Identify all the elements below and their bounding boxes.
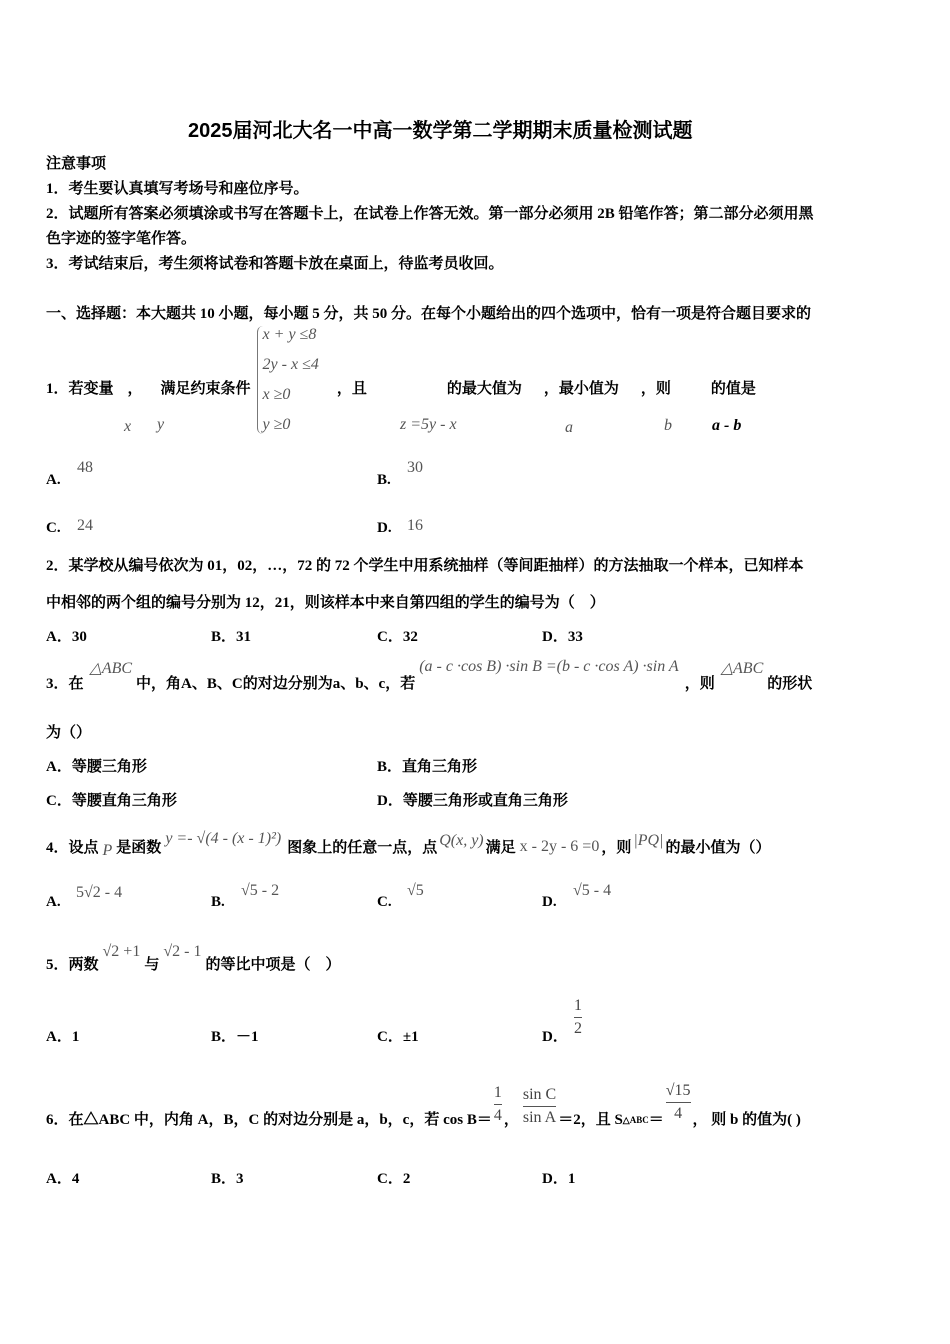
- var-x: x: [124, 418, 132, 435]
- section-heading: 一、选择题：本大题共 10 小题，每小题 5 分，共 50 分。在每个小题给出的四个选项中，恰有一项是符合题目要求的: [46, 306, 812, 322]
- fraction-one-half: [574, 997, 582, 1038]
- option-label: B.: [211, 894, 225, 910]
- constraint: y ≥0: [262, 416, 291, 433]
- q4-text: ，则: [601, 840, 632, 856]
- number-2: √2 - 1: [163, 943, 202, 960]
- q3-text: 的形状: [767, 676, 813, 692]
- q5-text: 与: [144, 957, 160, 973]
- option: C．等腰直角三角形: [46, 793, 177, 809]
- q6-row: [46, 1082, 801, 1129]
- option: A．30: [46, 629, 87, 645]
- q3-text: 3．在: [46, 676, 84, 692]
- option-value: 48: [77, 459, 93, 476]
- option: B．31: [211, 629, 252, 645]
- var-a: a: [565, 419, 573, 436]
- notice-item: 3．考试结束后，考生须将试卷和答题卡放在桌面上，待监考员收回。: [46, 256, 504, 272]
- option: C．32: [377, 629, 418, 645]
- subscript: △ABC: [622, 1115, 649, 1125]
- triangle-abc: △ABC: [89, 660, 133, 677]
- option: B．3: [211, 1171, 244, 1187]
- q6-text: ， 则 b 的值为( ): [692, 1112, 801, 1128]
- q4-row: [46, 830, 770, 860]
- q4-text: 是函数: [116, 840, 162, 856]
- option: D．33: [542, 629, 583, 645]
- numerator: √15: [665, 1082, 691, 1099]
- option-value: √5: [407, 882, 424, 899]
- q6-text: 6．在△ABC 中，内角 A，B，C 的对边分别是 a，b，c，若 cos B＝: [46, 1112, 492, 1128]
- denominator: 2: [574, 1020, 582, 1037]
- q5-text: 的等比中项是（ ）: [205, 957, 341, 973]
- numerator: sin C: [522, 1086, 557, 1103]
- option-label: D.: [377, 520, 392, 536]
- option: A．1: [46, 1029, 80, 1045]
- q6-text: ，: [503, 1112, 519, 1128]
- q1-text: ，且: [336, 381, 367, 397]
- q3-text: 中，角A、B、C的对边分别为a、b、c，若: [136, 676, 416, 692]
- option-value: 24: [77, 517, 93, 534]
- option: A．等腰三角形: [46, 759, 147, 775]
- line-equation: x - 2y - 6 =0: [519, 838, 600, 855]
- q4-text: 图象上的任意一点，点: [287, 840, 438, 856]
- option: A．4: [46, 1171, 80, 1187]
- option-value: 30: [407, 459, 423, 476]
- option-value: √5 - 4: [573, 882, 612, 899]
- denominator: 4: [674, 1105, 683, 1122]
- constraint: x + y ≤8: [262, 326, 317, 343]
- page-title: 2025届河北大名一中高一数学第二学期期末质量检测试题: [188, 120, 693, 142]
- var-b: b: [664, 417, 672, 434]
- option-label: C.: [377, 894, 392, 910]
- notice-item: 1．考生要认真填写考场号和座位序号。: [46, 181, 309, 197]
- q4-text: 4．设点: [46, 840, 99, 856]
- numerator: 1: [493, 1084, 502, 1101]
- notice-item: 色字迹的签字笔作答。: [46, 231, 197, 247]
- q1-text: 的值是: [710, 381, 756, 397]
- fraction-sin-ratio: [523, 1086, 556, 1127]
- q5-row: [46, 943, 340, 974]
- q1-text: 的最大值为: [446, 381, 522, 397]
- notice-heading: 注意事项: [46, 156, 107, 172]
- q1-text: ，: [127, 381, 143, 397]
- q1-text: ，最小值为: [543, 381, 619, 397]
- condition-equation: (a - c ·cos B) ·sin B =(b - c ·cos A) ·sin A: [419, 658, 679, 675]
- option-value: √5 - 2: [241, 882, 280, 899]
- q3-row: [46, 658, 812, 693]
- denominator: sin A: [522, 1109, 557, 1126]
- distance-pq: |PQ|: [633, 832, 664, 849]
- constraint: 2y - x ≤4: [262, 356, 319, 373]
- var-a-minus-b: a - b: [712, 417, 742, 434]
- denominator: 4: [493, 1107, 502, 1124]
- constraint: x ≥0: [262, 386, 291, 403]
- option-label: D.: [542, 894, 557, 910]
- number-1: √2 +1: [102, 943, 141, 960]
- q3-text: 为（）: [46, 725, 92, 741]
- option: B．直角三角形: [377, 759, 478, 775]
- q5-text: 5．两数: [46, 957, 99, 973]
- option: D．1: [542, 1171, 576, 1187]
- option: B．－1: [211, 1029, 259, 1045]
- var-y: y: [157, 416, 165, 433]
- numerator: 1: [574, 997, 582, 1014]
- option-label: A.: [46, 894, 61, 910]
- constraint-system: [257, 326, 319, 434]
- option-label: C.: [46, 520, 61, 536]
- q1-text: ，则: [640, 381, 671, 397]
- fraction-area: [666, 1082, 691, 1123]
- fraction-cos-b: [494, 1084, 502, 1125]
- option-value: 5√2 - 4: [76, 884, 123, 901]
- option-label: A.: [46, 472, 61, 488]
- q4-text: 满足: [485, 840, 516, 856]
- q1-text: 1．若变量: [46, 381, 114, 397]
- option-label: B.: [377, 472, 391, 488]
- q1-text: 满足约束条件: [160, 381, 251, 397]
- q2-text: 中相邻的两个组的编号分别为 12，21，则该样本中来自第四组的学生的编号为（ ）: [46, 595, 605, 611]
- notice-item: 2．试题所有答案必须填涂或书写在答题卡上，在试卷上作答无效。第一部分必须用 2B 铅笔作答；第二部分必须用黑: [46, 206, 814, 222]
- option-value: 16: [407, 517, 423, 534]
- function-expr: y =- √(4 - (x - 1)²): [165, 830, 282, 847]
- q6-text: ＝: [648, 1112, 664, 1128]
- triangle-abc: △ABC: [720, 660, 764, 677]
- q2-text: 2．某学校从编号依次为 01，02，…，72 的 72 个学生中用系统抽样（等间距抽样）的方法抽取一个样本，已知样本: [46, 558, 804, 574]
- option: D．等腰三角形或直角三角形: [377, 793, 568, 809]
- objective-fn: z =5y - x: [400, 416, 457, 433]
- option: C．2: [377, 1171, 411, 1187]
- q3-text: ，则: [684, 676, 715, 692]
- point-p: P: [102, 842, 113, 859]
- q4-text: 的最小值为（）: [665, 840, 771, 856]
- option: C．±1: [377, 1029, 419, 1045]
- option: D．: [542, 1029, 568, 1045]
- q6-text: ＝2，且 S: [558, 1112, 623, 1128]
- point-q: Q(x, y): [439, 832, 484, 849]
